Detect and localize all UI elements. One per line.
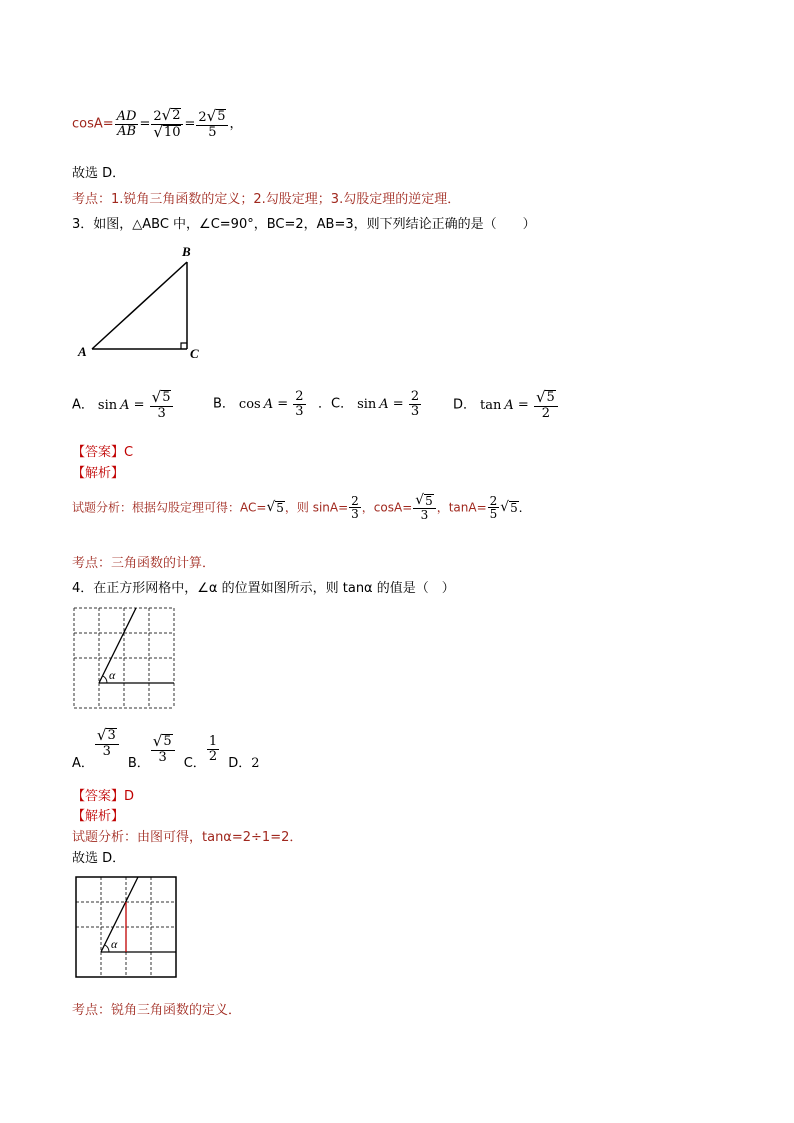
fraction-2sqrt2-sqrt10: 2 √ 2 √ 10: [151, 108, 183, 140]
triangle-side-ab: [92, 262, 187, 349]
alpha-label: α: [109, 668, 116, 682]
q3-stem: 3．如图，△ABC 中，∠C=90°，BC=2，AB=3，则下列结论正确的是（ ）: [72, 217, 536, 232]
q4-option-b: B． √ 5 3: [128, 742, 176, 757]
angle-arc: [103, 676, 107, 683]
fraction-ad-ab: $\frac{AD}{AB}$: [116, 109, 137, 139]
q3-option-d: D． tan A = √ 5 2: [453, 390, 559, 420]
q3-option-a: A． sin A = √ 5 3: [72, 390, 174, 420]
fraction-2sqrt5-5: 2 √ 5 5: [196, 109, 228, 139]
q3-answer: 【答案】C: [72, 445, 134, 460]
q4-choose: 故选 D．: [72, 851, 126, 866]
q3-analysis: 试题分析：根据勾股定理可得：AC= √ 5 ，则 sinA= $\frac{2}{3}$ ，cosA= √ 5 3 ，tanA= $\frac{2}{5}$ √ 5 ．: [72, 492, 531, 523]
q4-option-a: A． √ 3 3: [72, 742, 120, 757]
kaodian-line-1: 考点：1.锐角三角函数的定义；2.勾股定理；3.勾股定理的逆定理．: [72, 192, 461, 207]
cos-lhs: cosA=: [72, 116, 114, 132]
cos-formula: cosA= $\frac{AD}{AB}$ = 2 √ 2 √ 10 = 2 √ 5 5 ，: [72, 106, 243, 141]
right-angle-mark: [181, 343, 187, 349]
solution-alpha-label: α: [111, 937, 118, 951]
q4-option-c: C． $\frac{1}{2}$: [183, 734, 218, 771]
q3-triangle-figure: [70, 240, 210, 365]
q4-grid-figure: [74, 608, 174, 708]
solution-ray-oblique: [101, 877, 138, 952]
vertex-label-a: A: [78, 344, 87, 359]
q4-analysis-head: 【解析】: [72, 809, 125, 824]
q3-analysis-head: 【解析】: [72, 466, 125, 481]
q4-stem: 4．在正方形网格中，∠α 的位置如图所示，则 tanα 的值是（ ）: [72, 581, 455, 596]
q4-analysis: 试题分析：由图可得，tanα=2÷1=2．: [72, 830, 303, 845]
q4-answer: 【答案】D: [72, 789, 135, 804]
choose-d-line: 故选 D．: [72, 166, 126, 181]
vertex-label-b: B: [182, 244, 191, 259]
angle-ray-oblique: [99, 608, 136, 683]
q4-solution-grid-figure: [76, 877, 176, 979]
q3-option-b: B． cos A = $\frac{2}{3}$: [213, 389, 304, 419]
q4-option-d: D．2: [228, 755, 260, 771]
solution-angle-arc: [105, 945, 109, 952]
q3-option-c: ．C． sin A = $\frac{2}{3}$: [318, 389, 420, 419]
q3-kaodian: 考点：三角函数的计算．: [72, 556, 216, 571]
q4-options: [72, 726, 260, 778]
q4-kaodian: 考点：锐角三角函数的定义．: [72, 1003, 242, 1018]
vertex-label-c: C: [190, 346, 199, 361]
